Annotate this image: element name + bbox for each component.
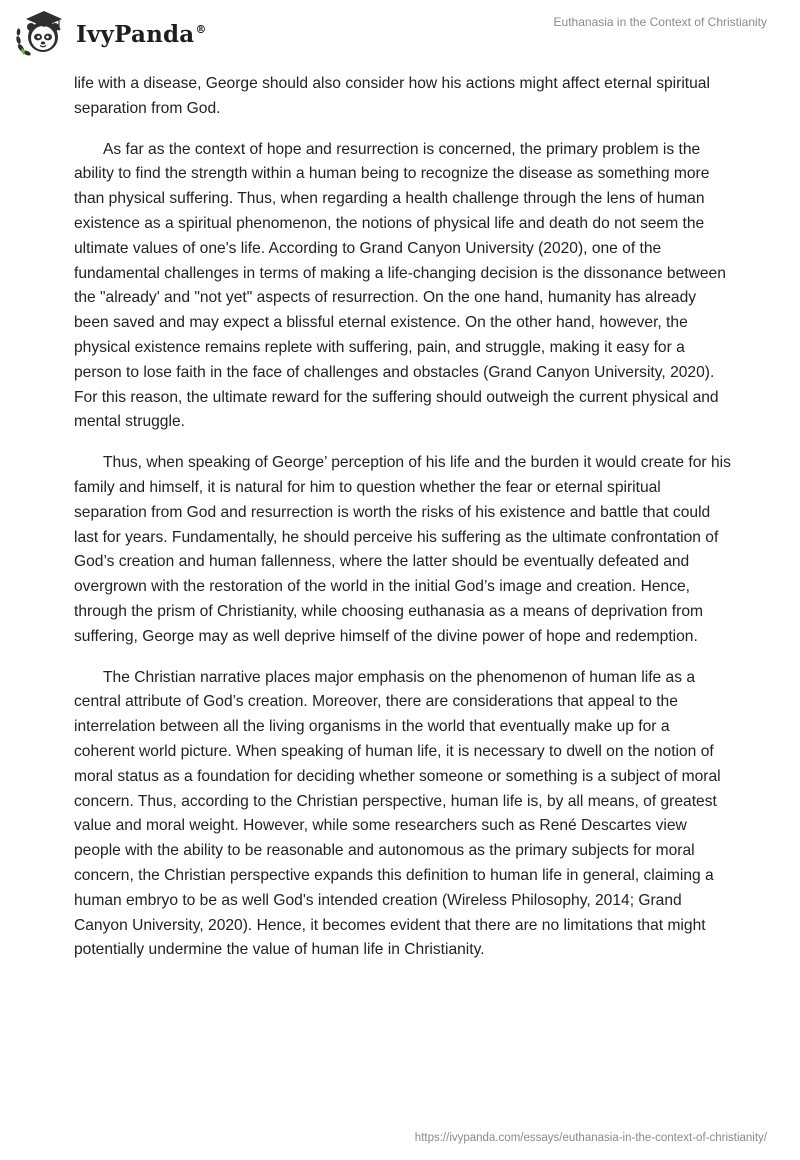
- panda-graduation-cap-icon: [14, 8, 70, 58]
- document-title: Euthanasia in the Context of Christianity: [553, 15, 767, 29]
- paragraph-2: As far as the context of hope and resurrection is concerned, the primary problem is the ability to find the strength within a human being to recognize the disease as something more than physical suffering. Thus, when regarding a health challenge through the lens of human existence as a spiritual phenomenon, the notions of physical life and death do not seem the ultimate values of one's life. According to Grand Canyon University (2020), one of the fundamental challenges in terms of making a life-changing decision is the dissonance between the "already' and "not yet" aspects of resurrection. On the one hand, humanity has already been saved and may expect a blissful eternal existence. On the other hand, however, the physical existence remains replete with suffering, pain, and struggle, making it easy for a person to lose faith in the face of challenges and obstacles (Grand Canyon University, 2020). For this reason, the ultimate reward for the suffering should outweigh the current physical and mental struggle.: [74, 140, 726, 431]
- paragraph-1: life with a disease, George should also consider how his actions might affect eternal spiritual separation from God.: [74, 75, 710, 117]
- source-url[interactable]: https://ivypanda.com/essays/euthanasia-in-the-context-of-christianity/: [414, 1132, 767, 1144]
- brand-name: IvyPanda: [76, 20, 195, 48]
- registered-mark: ®: [195, 22, 207, 36]
- paragraph-3: Thus, when speaking of George’ perception of his life and the burden it would create for his family and himself, it is natural for him to question whether the fear or eternal spiritual separation from God and resurrection is worth the risks of his existence and battle that could last for years. Fundamentally, he should perceive his suffering as the ultimate confrontation of God’s creation and human fallenness, where the latter should be eventually defeated and overgrown with the restoration of the world in the initial God’s image and creation. Hence, through the prism of Christianity, while choosing euthanasia as a means of deprivation from suffering, George may as well deprive himself of the divine power of hope and redemption.: [74, 454, 731, 645]
- ivypanda-logo[interactable]: [14, 8, 207, 58]
- page-header: [0, 0, 800, 60]
- essay-body: [74, 72, 734, 979]
- logo-wordmark: [76, 21, 207, 48]
- paragraph-4: The Christian narrative places major emphasis on the phenomenon of human life as a central attribute of God’s creation. Moreover, there are considerations that appeal to the interrelation between all the living organisms in the world that eventually make up for a coherent world picture. When speaking of human life, it is necessary to dwell on the notion of moral status as a foundation for deciding whether someone or something is a subject of moral concern. Thus, according to the Christian perspective, human life is, by all means, of greatest value and moral weight. However, while some researchers such as René Descartes view people with the ability to be reasonable and autonomous as the primary subjects for moral concern, the Christian perspective expands this definition to human life in general, claiming a human embryo to be as well God's intended creation (Wireless Philosophy, 2014; Grand Canyon University, 2020). Hence, it becomes evident that there are no limitations that might potentially undermine the value of human life in Christianity.: [74, 668, 721, 959]
